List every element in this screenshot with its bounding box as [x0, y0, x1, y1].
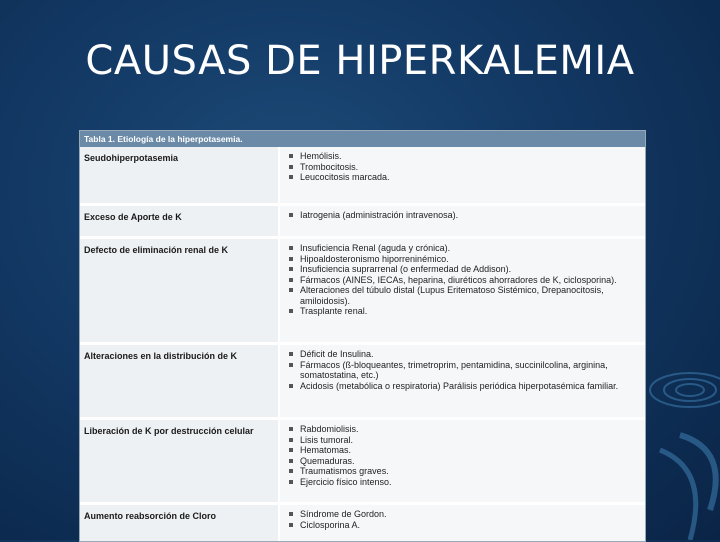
row-cause: Seudohiperpotasemia [80, 147, 280, 203]
list-item: Alteraciones del túbulo distal (Lupus Eritematoso Sistémico, Drepanocitosis, amiloidosis). [288, 285, 639, 306]
table-row [80, 505, 645, 542]
list-item: Quemaduras. [288, 456, 639, 467]
slide-title: CAUSAS DE HIPERKALEMIA [85, 38, 635, 84]
list-item: Hematomas. [288, 445, 639, 456]
list-item: Iatrogenia (administración intravenosa). [288, 210, 639, 221]
list-item: Hemólisis. [288, 151, 639, 162]
row-cause: Alteraciones en la distribución de K [80, 345, 280, 417]
table-row [80, 147, 645, 206]
list-item: Trasplante renal. [288, 306, 639, 317]
list-item: Traumatismos graves. [288, 466, 639, 477]
list-item: Lisis tumoral. [288, 435, 639, 446]
row-cause: Aumento reabsorción de Cloro [80, 505, 280, 542]
table-caption: Tabla 1. Etiología de la hiperpotasemia. [80, 131, 645, 147]
row-cause: Liberación de K por destrucción celular [80, 420, 280, 502]
row-cause: Defecto de eliminación renal de K [80, 239, 280, 342]
list-item: Fármacos (ß-bloqueantes, trimetroprim, pentamidina, succinilcolina, arginina, somatostatina, etc.) [288, 360, 639, 381]
table-row [80, 239, 645, 345]
list-item: Insuficiencia suprarrenal (o enfermedad de Addison). [288, 264, 639, 275]
etiology-table [79, 130, 646, 542]
table-row [80, 345, 645, 420]
list-item: Leucocitosis marcada. [288, 172, 639, 183]
list-item: Insuficiencia Renal (aguda y crónica). [288, 243, 639, 254]
list-item: Ciclosporina A. [288, 520, 639, 531]
list-item: Déficit de Insulina. [288, 349, 639, 360]
list-item: Ejercicio físico intenso. [288, 477, 639, 488]
list-item: Síndrome de Gordon. [288, 509, 639, 520]
list-item: Acidosis (metabólica o respiratoria) Parálisis periódica hiperpotasémica familiar. [288, 381, 639, 392]
table-row [80, 206, 645, 239]
table-row [80, 420, 645, 505]
list-item: Hipoaldosteronismo hiporreninémico. [288, 254, 639, 265]
list-item: Fármacos (AINES, IECAs, heparina, diuréticos ahorradores de K, ciclosporina). [288, 275, 639, 286]
row-cause: Exceso de Aporte de K [80, 206, 280, 236]
list-item: Rabdomiolisis. [288, 424, 639, 435]
list-item: Trombocitosis. [288, 162, 639, 173]
